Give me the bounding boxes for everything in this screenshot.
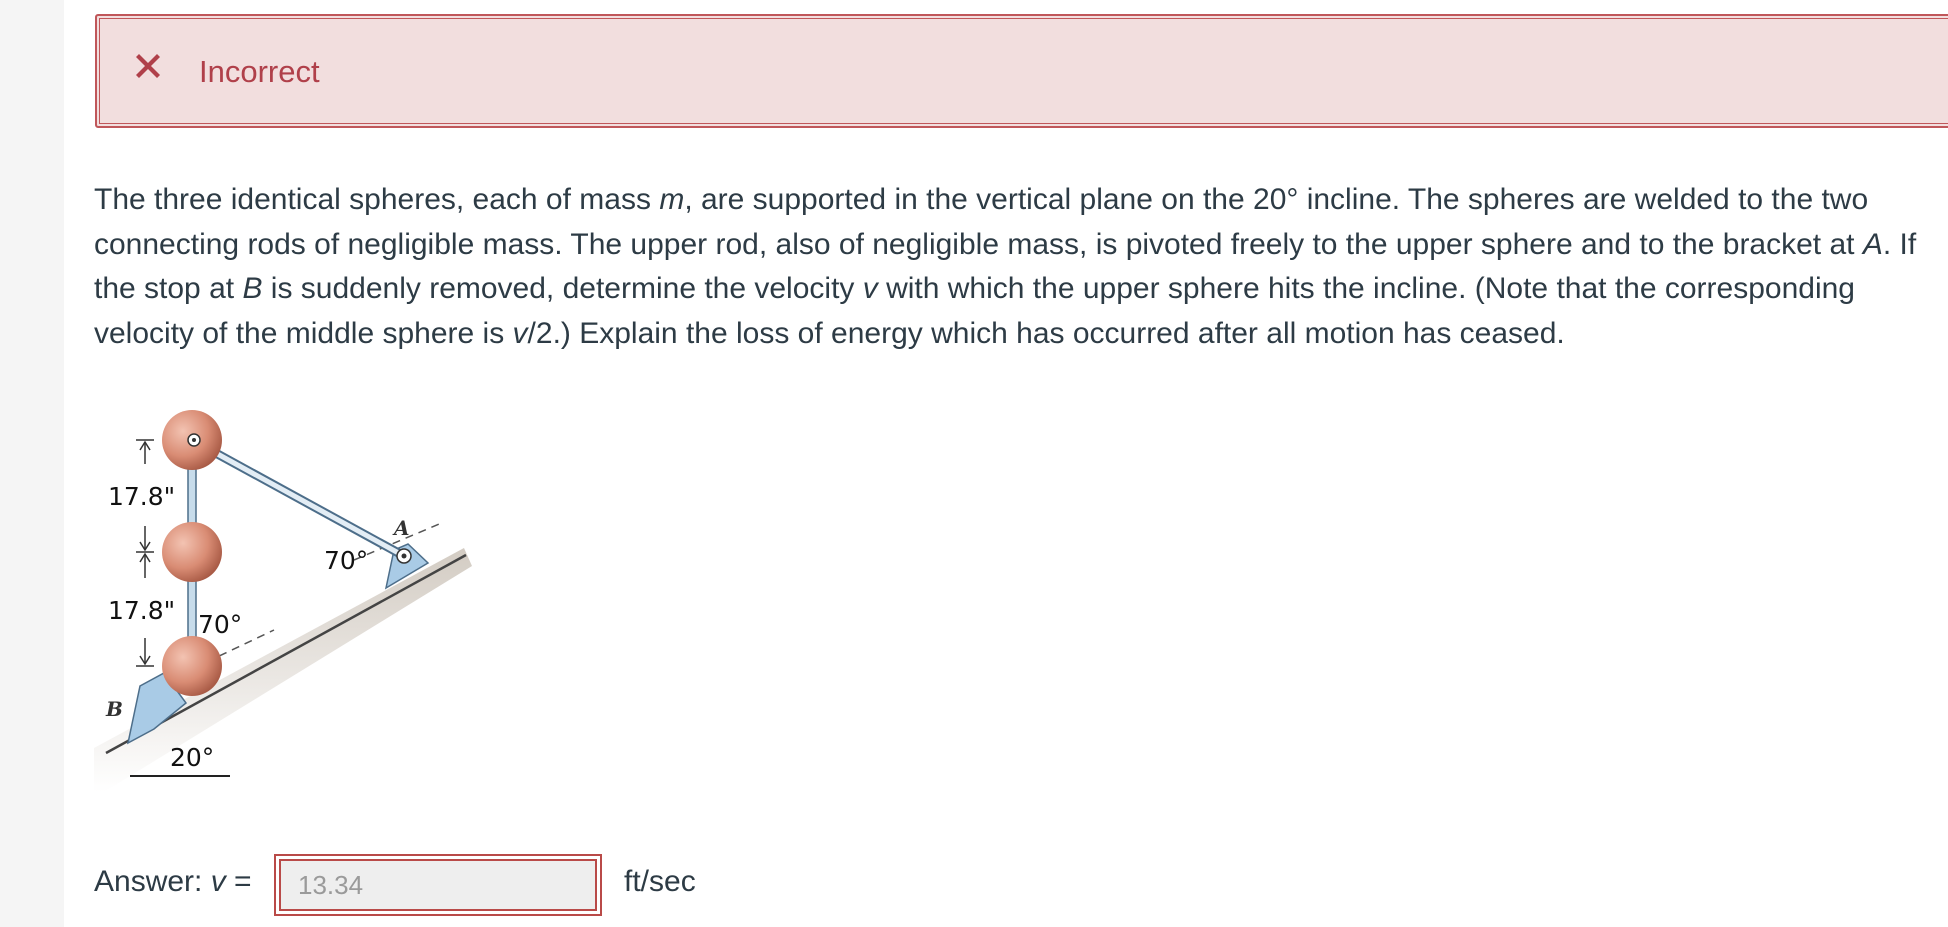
middle-sphere (162, 522, 222, 582)
point-a-figure-label: A (394, 516, 410, 540)
pivot-upper-dot (192, 438, 196, 442)
velocity-variable-2: v (512, 316, 528, 350)
point-a-label: A (1862, 227, 1883, 261)
incorrect-alert (95, 14, 1948, 128)
question-part-6: /2.) Explain the loss of energy which has occurred after all motion has ceased. (527, 316, 1565, 350)
answer-input[interactable] (274, 854, 602, 916)
answer-unit: ft/sec (624, 865, 696, 898)
question-part-3: . If the stop at (94, 227, 1917, 305)
answer-label-suffix: = (225, 865, 252, 898)
velocity-variable: v (862, 272, 878, 305)
incline-ground (94, 548, 472, 792)
point-b-label: B (242, 272, 263, 305)
point-b-figure-label: B (106, 697, 123, 721)
question-part-1: The three identical spheres, each of mass (94, 183, 660, 216)
angle-incline-label: 20° (170, 743, 215, 772)
question-part-2: , are supported in the vertical plane on the 20° incline. The spheres are welded to the two connecting rods of negligible mass. The upper rod, also of negligible mass, is pivoted freely to the upper sphere and to the bracket at (94, 183, 1869, 261)
pivot-a-dot (402, 554, 407, 559)
upper-rod (192, 440, 404, 556)
answer-label (94, 865, 252, 899)
mass-variable: m (659, 183, 685, 216)
spheres-incline-figure (94, 398, 472, 792)
lower-sphere (162, 636, 222, 696)
answer-label-var: v (210, 865, 226, 898)
dim-upper-label: 17.8" (108, 482, 176, 511)
question-part-5: with which the upper sphere hits the incline. (Note that the corresponding velocity of the middle sphere is (94, 272, 1855, 350)
question-part-4: is suddenly removed, determine the velocity (262, 272, 863, 305)
alert-status-text: Incorrect (199, 54, 320, 89)
answer-row (94, 850, 794, 920)
x-icon (131, 49, 165, 83)
dim-lower-label: 17.8" (108, 596, 176, 625)
angle-top-label: 70° (324, 546, 369, 575)
question-text (94, 178, 1946, 356)
left-gutter (0, 0, 64, 927)
angle-bottom-label: 70° (198, 610, 243, 639)
answer-label-prefix: Answer: (94, 865, 211, 898)
